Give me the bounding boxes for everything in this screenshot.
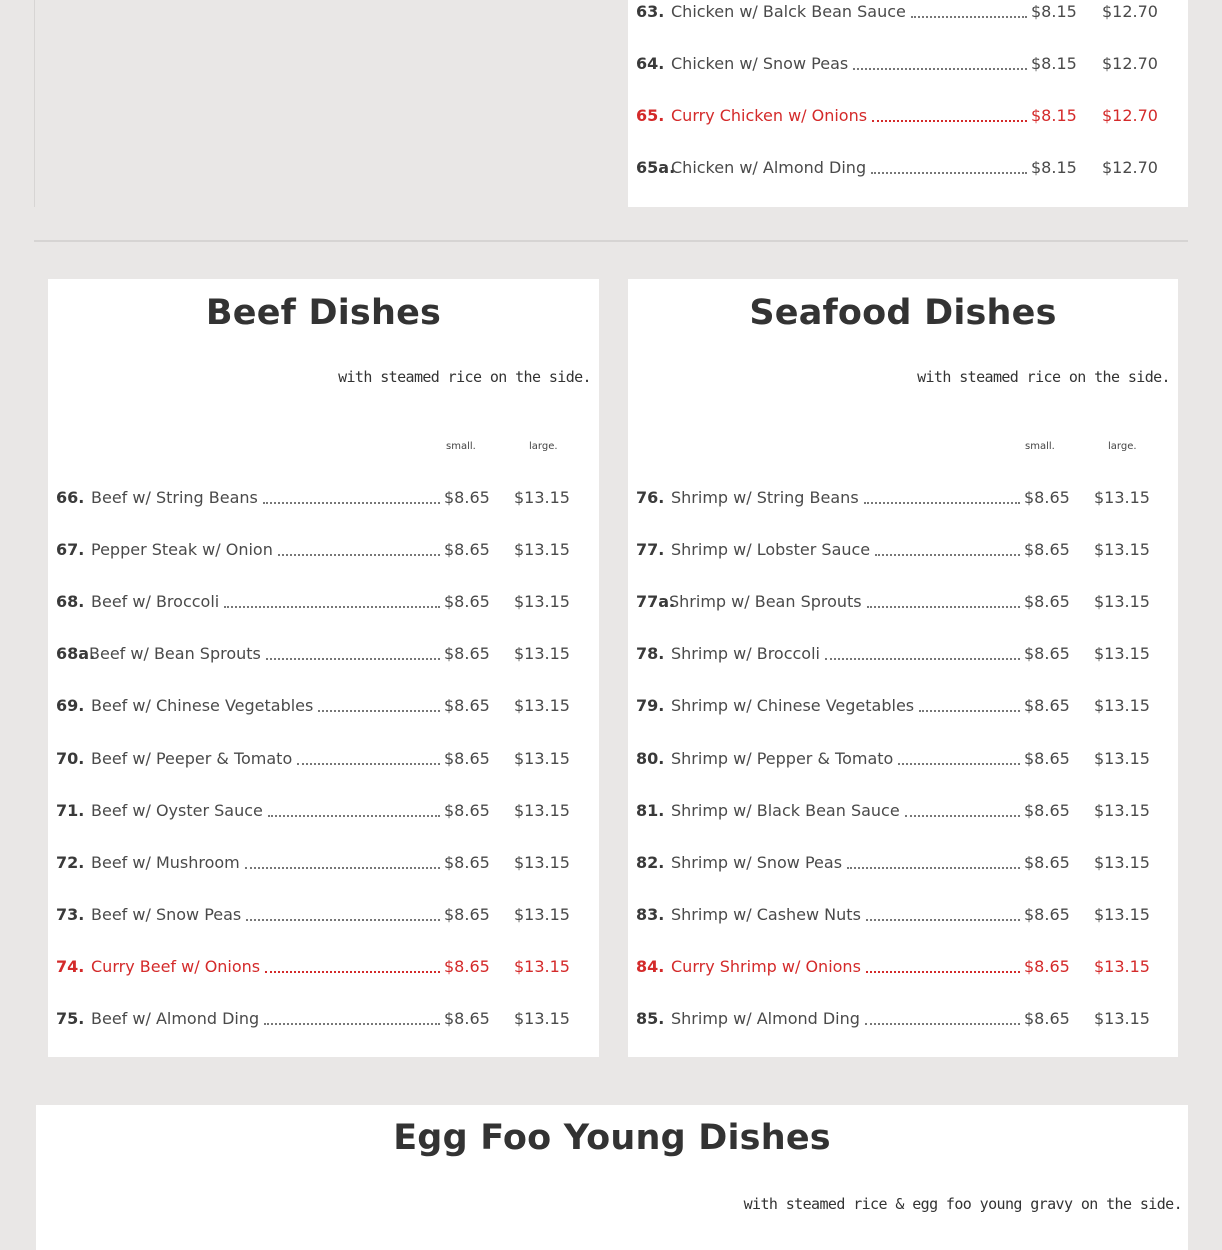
menu-item-large-price: $13.15 [1094, 800, 1150, 820]
menu-item-small-price: $8.65 [444, 488, 490, 507]
dot-leader [318, 710, 440, 712]
menu-item-number: 73. [56, 904, 85, 924]
menu-item-name: Beef w/ Oyster Sauce [91, 800, 263, 820]
menu-item-small-price: $8.65 [444, 904, 490, 924]
menu-item-small-price: $8.65 [1024, 644, 1070, 664]
menu-item-name: Shrimp w/ Chinese Vegetables [671, 696, 915, 716]
menu-item-row [636, 591, 1176, 613]
menu-item-number: 77a. [636, 592, 676, 612]
seafood-large-header: large. [1108, 441, 1137, 452]
menu-item-name: Beef w/ Peeper & Tomato [91, 748, 293, 768]
menu-item-small-price: $8.65 [444, 1009, 490, 1028]
dot-leader [871, 172, 1027, 174]
menu-item-large-price: $13.15 [514, 748, 570, 768]
dot-leader [266, 658, 440, 660]
dot-leader [245, 867, 440, 869]
menu-item-name: Shrimp w/ Black Bean Sauce [671, 800, 900, 820]
menu-item-large-price: $13.15 [1094, 540, 1150, 560]
menu-item-name: Curry Chicken w/ Onions [671, 106, 868, 125]
menu-item-small-price: $8.65 [1024, 852, 1070, 872]
menu-item-row [56, 852, 596, 874]
menu-item-number: 65a. [636, 158, 676, 177]
menu-item-large-price: $13.15 [1094, 852, 1150, 872]
menu-item-large-price: $12.70 [1102, 158, 1158, 177]
menu-item-large-price: $13.15 [1094, 956, 1150, 976]
menu-item-row [56, 539, 596, 561]
menu-item-number: 71. [56, 800, 85, 820]
menu-item-row [56, 591, 596, 613]
menu-item-number: 78. [636, 644, 665, 664]
menu-item-name: Beef w/ Broccoli [91, 592, 220, 612]
menu-item-number: 80. [636, 748, 665, 768]
dot-leader [263, 502, 440, 504]
menu-item-name: Chicken w/ Almond Ding [671, 158, 867, 177]
menu-item-row [56, 800, 596, 822]
menu-item-name: Shrimp w/ Snow Peas [671, 852, 843, 872]
menu-item-number: 81. [636, 800, 665, 820]
egg-foo-young-subtitle: with steamed rice & egg foo young gravy on the side. [743, 1195, 1182, 1213]
menu-item-large-price: $13.15 [1094, 644, 1150, 664]
seafood-small-header: small. [1025, 441, 1055, 452]
menu-item-small-price: $8.65 [1024, 748, 1070, 768]
chicken-menu-panel [628, 0, 1188, 207]
menu-item-small-price: $8.65 [1024, 488, 1070, 507]
menu-item-large-price: $13.15 [1094, 696, 1150, 716]
menu-item-name: Beef w/ Chinese Vegetables [91, 696, 314, 716]
dot-leader [268, 815, 440, 817]
menu-item-row [56, 1008, 596, 1030]
menu-item-number: 75. [56, 1009, 85, 1028]
menu-item-large-price: $13.15 [514, 852, 570, 872]
menu-item-small-price: $8.65 [1024, 904, 1070, 924]
menu-item-row [636, 748, 1176, 770]
menu-item-number: 64. [636, 54, 665, 73]
menu-item-small-price: $8.65 [444, 852, 490, 872]
menu-item-large-price: $13.15 [514, 956, 570, 976]
menu-item-row [636, 53, 1176, 75]
dot-leader [825, 658, 1020, 660]
menu-item-small-price: $8.65 [444, 748, 490, 768]
menu-item-large-price: $12.70 [1102, 106, 1158, 125]
menu-item-large-price: $13.15 [1094, 748, 1150, 768]
menu-item-small-price: $8.65 [1024, 1009, 1070, 1028]
egg-foo-young-panel [36, 1105, 1188, 1250]
menu-item-number: 66. [56, 488, 85, 507]
menu-item-large-price: $13.15 [1094, 592, 1150, 612]
dot-leader [919, 710, 1020, 712]
menu-item-number: 85. [636, 1009, 665, 1028]
menu-item-row [636, 956, 1176, 978]
menu-item-number: 69. [56, 696, 85, 716]
menu-item-small-price: $8.65 [1024, 592, 1070, 612]
menu-item-number: 67. [56, 540, 85, 560]
menu-item-small-price: $8.15 [1031, 158, 1077, 177]
menu-item-name: Shrimp w/ Cashew Nuts [671, 904, 861, 924]
seafood-dishes-title: Seafood Dishes [749, 293, 1057, 333]
menu-item-large-price: $13.15 [514, 488, 570, 507]
dot-leader [864, 502, 1020, 504]
dot-leader [264, 1023, 440, 1025]
dot-leader [898, 763, 1020, 765]
menu-item-name: Chicken w/ Snow Peas [671, 54, 849, 73]
menu-item-name: Shrimp w/ Almond Ding [671, 1009, 860, 1028]
menu-item-large-price: $13.15 [514, 1009, 570, 1028]
menu-item-large-price: $13.15 [514, 644, 570, 664]
menu-item-number: 74. [56, 956, 85, 976]
menu-item-row [636, 695, 1176, 717]
top-left-panel [34, 0, 619, 207]
dot-leader [853, 68, 1027, 70]
menu-item-large-price: $13.15 [514, 592, 570, 612]
menu-item-name: Shrimp w/ Lobster Sauce [671, 540, 871, 560]
beef-dishes-title: Beef Dishes [205, 293, 442, 333]
menu-item-small-price: $8.65 [1024, 540, 1070, 560]
menu-item-small-price: $8.65 [444, 644, 490, 664]
menu-item-large-price: $12.70 [1102, 2, 1158, 21]
beef-dishes-subtitle: with steamed rice on the side. [338, 368, 591, 386]
menu-item-large-price: $13.15 [1094, 904, 1150, 924]
dot-leader [866, 919, 1020, 921]
dot-leader [865, 1023, 1020, 1025]
menu-item-number: 79. [636, 696, 665, 716]
menu-item-name: Shrimp w/ String Beans [671, 488, 859, 507]
menu-item-large-price: $12.70 [1102, 54, 1158, 73]
menu-item-number: 63. [636, 2, 665, 21]
menu-item-row [636, 1008, 1176, 1030]
dot-leader [872, 120, 1027, 122]
menu-item-row [636, 852, 1176, 874]
egg-foo-young-title: Egg Foo Young Dishes [393, 1118, 831, 1158]
menu-item-name: Shrimp w/ Broccoli [671, 644, 820, 664]
menu-item-small-price: $8.65 [1024, 956, 1070, 976]
menu-item-number: 83. [636, 904, 665, 924]
menu-item-row [636, 539, 1176, 561]
menu-item-number: 84. [636, 956, 665, 976]
dot-leader [867, 606, 1020, 608]
menu-item-name: Beef w/ Snow Peas [91, 904, 242, 924]
menu-item-large-price: $13.15 [1094, 488, 1150, 507]
menu-item-row [636, 1, 1176, 23]
dot-leader [246, 919, 440, 921]
menu-item-small-price: $8.65 [444, 696, 490, 716]
menu-item-name: Beef w/ Mushroom [91, 852, 240, 872]
menu-item-small-price: $8.15 [1031, 2, 1077, 21]
menu-item-row [56, 956, 596, 978]
dot-leader [875, 554, 1020, 556]
dot-leader [265, 971, 440, 973]
menu-item-row [56, 643, 596, 665]
menu-item-number: 77. [636, 540, 665, 560]
menu-item-row [636, 157, 1176, 179]
menu-item-name: Chicken w/ Balck Bean Sauce [671, 2, 906, 21]
menu-item-small-price: $8.65 [1024, 696, 1070, 716]
menu-item-small-price: $8.65 [444, 540, 490, 560]
seafood-dishes-panel [628, 279, 1178, 1057]
dot-leader [278, 554, 440, 556]
menu-item-name: Shrimp w/ Bean Sprouts [669, 592, 862, 612]
menu-item-name: Beef w/ Almond Ding [91, 1009, 260, 1028]
menu-item-large-price: $13.15 [514, 800, 570, 820]
menu-item-number: 70. [56, 748, 85, 768]
menu-item-row [636, 643, 1176, 665]
menu-item-number: 65. [636, 106, 665, 125]
menu-item-small-price: $8.65 [444, 800, 490, 820]
dot-leader [297, 763, 440, 765]
beef-dishes-panel [48, 279, 599, 1057]
beef-large-header: large. [529, 441, 558, 452]
menu-item-large-price: $13.15 [514, 540, 570, 560]
menu-item-large-price: $13.15 [1094, 1009, 1150, 1028]
dot-leader [905, 815, 1020, 817]
menu-item-row [56, 695, 596, 717]
menu-item-number: 76. [636, 488, 665, 507]
menu-item-name: Beef w/ Bean Sprouts [89, 644, 261, 664]
menu-item-row [56, 487, 596, 509]
menu-item-name: Curry Shrimp w/ Onions [671, 956, 861, 976]
menu-item-small-price: $8.65 [444, 956, 490, 976]
dot-leader [847, 867, 1020, 869]
menu-item-small-price: $8.65 [1024, 800, 1070, 820]
menu-item-name: Curry Beef w/ Onions [91, 956, 261, 976]
dot-leader [224, 606, 440, 608]
menu-item-large-price: $13.15 [514, 696, 570, 716]
beef-small-header: small. [446, 441, 476, 452]
menu-item-small-price: $8.15 [1031, 54, 1077, 73]
menu-item-row [636, 105, 1176, 127]
menu-item-large-price: $13.15 [514, 904, 570, 924]
menu-item-row [56, 904, 596, 926]
menu-item-number: 72. [56, 852, 85, 872]
dot-leader [911, 16, 1027, 18]
section-divider [34, 240, 1188, 242]
seafood-dishes-subtitle: with steamed rice on the side. [917, 368, 1170, 386]
dot-leader [866, 971, 1020, 973]
menu-item-small-price: $8.15 [1031, 106, 1077, 125]
menu-item-number: 68a. [56, 644, 96, 664]
menu-item-row [636, 904, 1176, 926]
menu-item-name: Beef w/ String Beans [91, 488, 258, 507]
menu-item-row [636, 487, 1176, 509]
menu-item-name: Shrimp w/ Pepper & Tomato [671, 748, 894, 768]
menu-item-row [636, 800, 1176, 822]
menu-item-number: 68. [56, 592, 85, 612]
menu-item-small-price: $8.65 [444, 592, 490, 612]
menu-item-row [56, 748, 596, 770]
menu-item-number: 82. [636, 852, 665, 872]
menu-item-name: Pepper Steak w/ Onion [91, 540, 273, 560]
